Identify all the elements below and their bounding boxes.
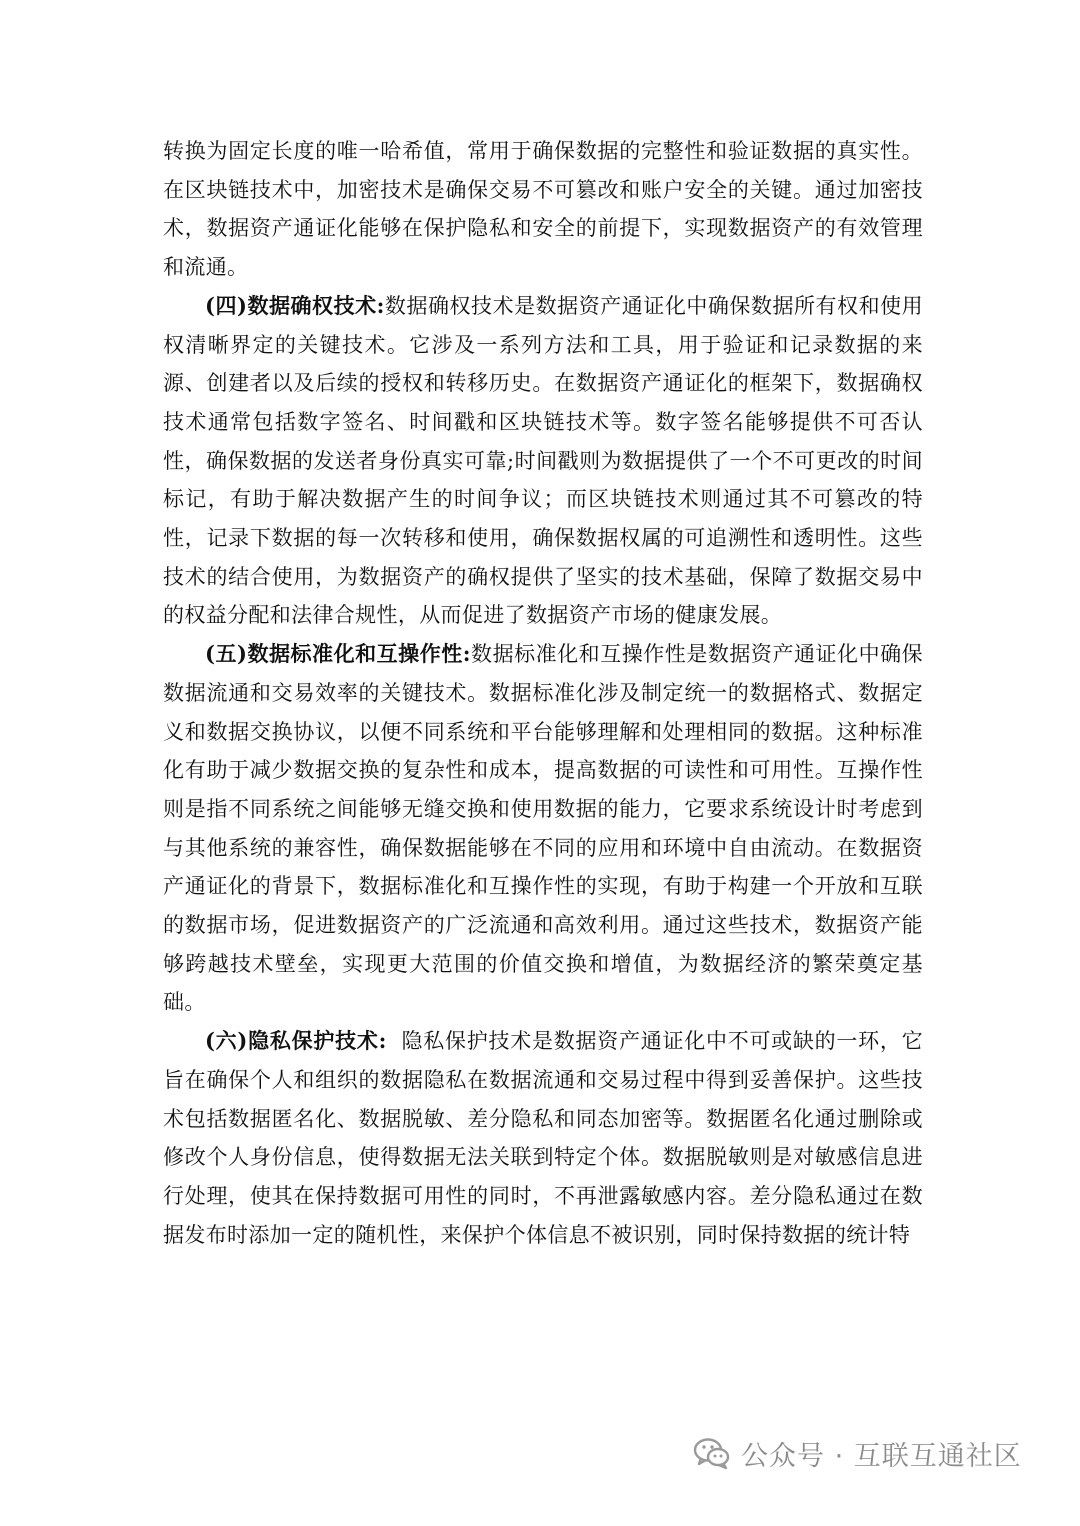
section-paragraph-5: [163, 635, 923, 1022]
section-body-4: 数据确权技术是数据资产通证化中确保数据所有权和使用权清晰界定的关键技术。它涉及一系列方法和工具，用于验证和记录数据的来源、创建者以及后续的授权和转移历史。在数据资产通证化的框架下，数据确权技术通常包括数字签名、时间戳和区块链技术等。数字签名能够提供不可否认性，确保数据的发送者身份真实可靠;时间戳则为数据提供了一个不可更改的时间标记，有助于解决数据产生的时间争议；而区块链技术则通过其不可篡改的特性，记录下数据的每一次转移和使用，确保数据权属的可追溯性和透明性。这些技术的结合使用，为数据资产的确权提供了坚实的技术基础，保障了数据交易中的权益分配和法律合规性，从而促进了数据资产市场的健康发展。: [163, 293, 924, 628]
section-heading-4: (四)数据确权技术:: [205, 292, 385, 318]
wechat-icon: [693, 1436, 731, 1470]
document-page: [163, 132, 923, 1254]
section-heading-5: (五)数据标准化和互操作性:: [205, 641, 471, 667]
wechat-watermark: [693, 1427, 1022, 1479]
watermark-text: 公众号 · 互联互通社区: [741, 1440, 1022, 1472]
continuation-paragraph: 转换为固定长度的唯一哈希值，常用于确保数据的完整性和验证数据的真实性。在区块链技术中，加密技术是确保交易不可篡改和账户安全的关键。通过加密技术，数据资产通证化能够在保护隐私和安全的前提下，实现数据资产的有效管理和流通。: [163, 139, 923, 280]
section-paragraph-4: [163, 287, 923, 635]
section-heading-6: (六)隐私保护技术:: [205, 1028, 387, 1054]
section-body-5: 数据标准化和互操作性是数据资产通证化中确保数据流通和交易效率的关键技术。数据标准化涉及制定统一的数据格式、数据定义和数据交换协议，以便不同系统和平台能够理解和处理相同的数据。这种标准化有助于减少数据交换的复杂性和成本，提高数据的可读性和可用性。互操作性则是指不同系统之间能够无缝交换和使用数据的能力，它要求系统设计时考虑到与其他系统的兼容性，确保数据能够在不同的应用和环境中自由流动。在数据资产通证化的背景下，数据标准化和互操作性的实现，有助于构建一个开放和互联的数据市场，促进数据资产的广泛流通和高效利用。通过这些技术，数据资产能够跨越技术壁垒，实现更大范围的价值交换和增值，为数据经济的繁荣奠定基础。: [163, 642, 923, 1015]
section-body-6: 隐私保护技术是数据资产通证化中不可或缺的一环，它旨在确保个人和组织的数据隐私在数据流通和交易过程中得到妥善保护。这些技术包括数据匿名化、数据脱敏、差分隐私和同态加密等。数据匿名化通过删除或修改个人身份信息，使得数据无法关联到特定个体。数据脱敏则是对敏感信息进行处理，使其在保持数据可用性的同时，不再泄露敏感内容。差分隐私通过在数据发布时添加一定的随机性，来保护个体信息不被识别，同时保持数据的统计特: [163, 1029, 924, 1247]
section-paragraph-6: [163, 1022, 923, 1254]
